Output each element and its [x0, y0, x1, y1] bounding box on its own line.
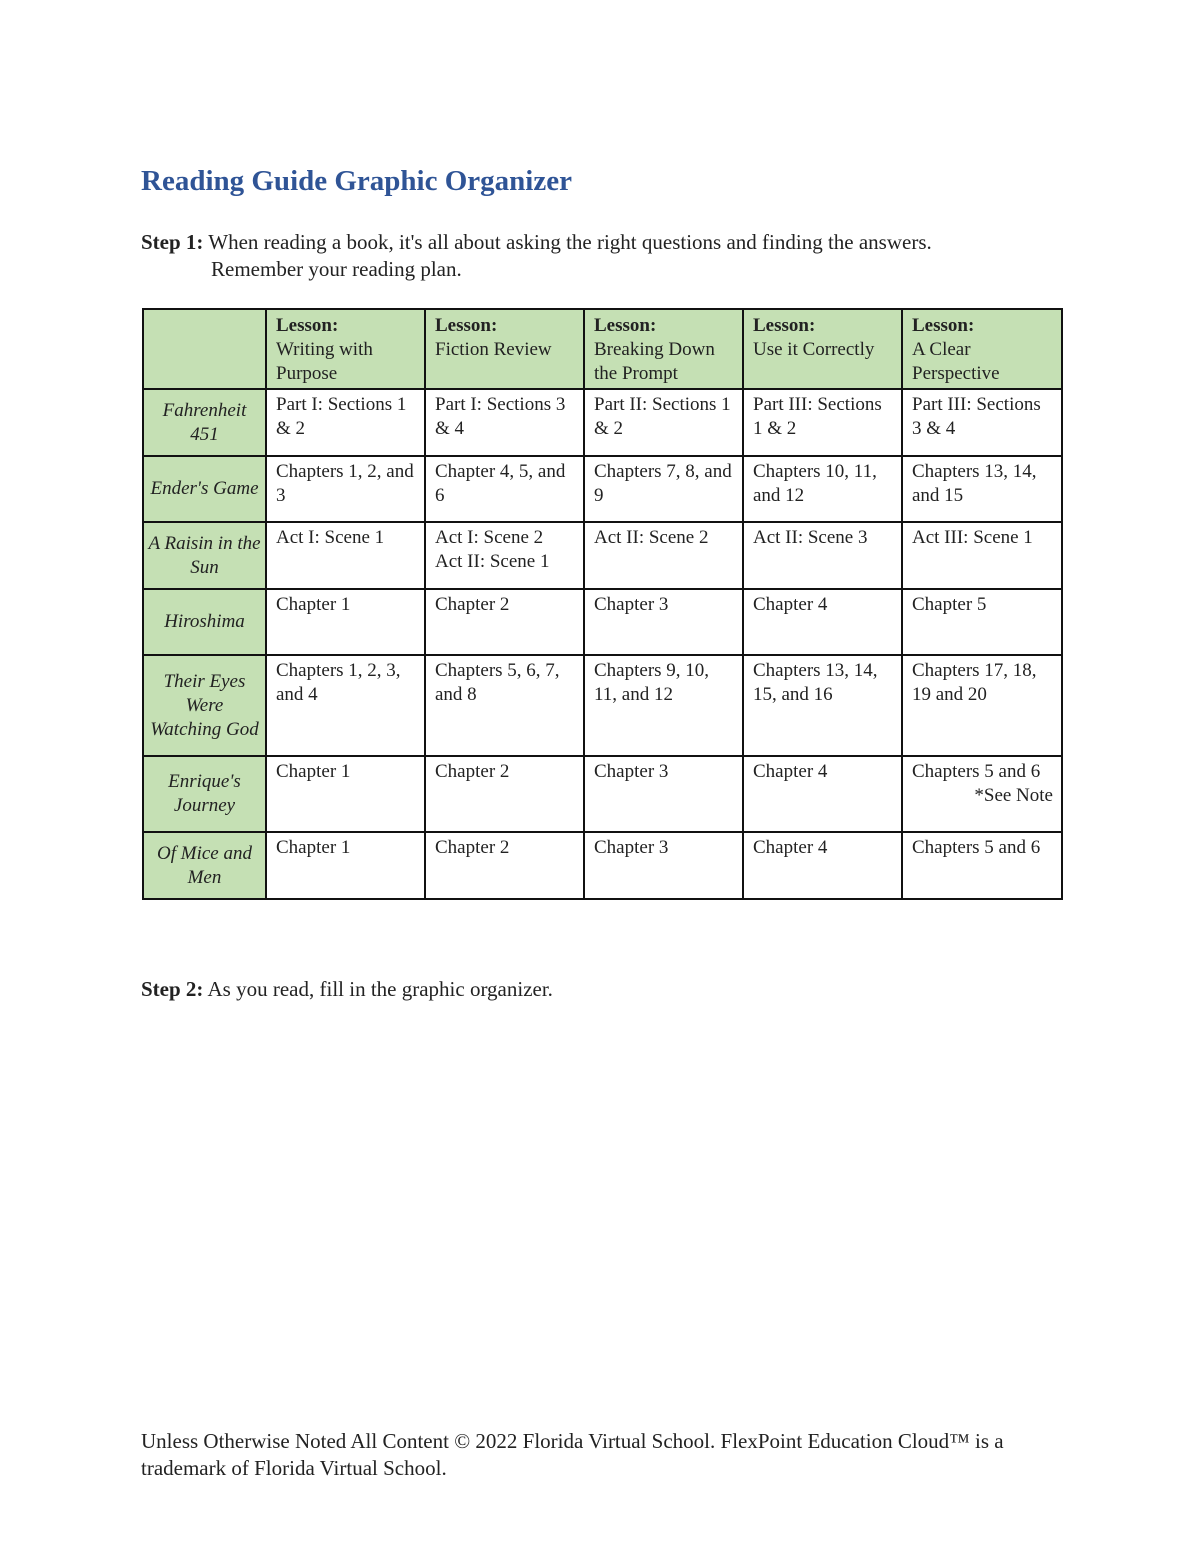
copyright-footer: Unless Otherwise Noted All Content © 2022 Florida Virtual School. FlexPoint Education Cloud™ is a trademark of Florida Virtual School.: [141, 1429, 1004, 1480]
step-2-instructions: [141, 976, 553, 1003]
table-cell: Act II: Scene 3: [743, 522, 902, 589]
reading-guide-table: [142, 308, 1063, 900]
book-title: Ender's Game: [143, 456, 266, 522]
lesson-label: Lesson:: [912, 315, 975, 336]
lesson-header: [902, 309, 1062, 389]
table-cell: Chapters 5, 6, 7, and 8: [425, 655, 584, 756]
lesson-label: Lesson:: [594, 315, 657, 336]
lesson-header: [266, 309, 425, 389]
table-row: [143, 832, 1062, 899]
table-cell: Chapter 3: [584, 756, 743, 832]
table-cell: Chapter 2: [425, 756, 584, 832]
table-cell: Chapter 5: [902, 589, 1062, 655]
table-cell: Act III: Scene 1: [902, 522, 1062, 589]
table-row: [143, 389, 1062, 456]
lesson-name: A Clear Perspective: [912, 339, 1000, 384]
lesson-name: Writing with Purpose: [276, 339, 373, 384]
lesson-header: [584, 309, 743, 389]
table-cell: Chapter 2: [425, 589, 584, 655]
lesson-name: Use it Correctly: [753, 339, 875, 360]
lesson-header: [425, 309, 584, 389]
table-cell: Chapters 10, 11, and 12: [743, 456, 902, 522]
page-title: Reading Guide Graphic Organizer: [141, 165, 572, 197]
book-title: A Raisin in the Sun: [143, 522, 266, 589]
table-header-row: [143, 309, 1062, 389]
lesson-label: Lesson:: [435, 315, 498, 336]
cell-line: Act II: Scene 1: [435, 551, 550, 572]
table-cell: [425, 522, 584, 589]
table-row: [143, 756, 1062, 832]
lesson-name: Fiction Review: [435, 339, 552, 360]
lesson-label: Lesson:: [276, 315, 339, 336]
table-cell: Chapters 9, 10, 11, and 12: [584, 655, 743, 756]
table-cell: Chapters 13, 14, 15, and 16: [743, 655, 902, 756]
table-corner-cell: [143, 309, 266, 389]
lesson-name: Breaking Down the Prompt: [594, 339, 715, 384]
table-cell: Chapter 4: [743, 756, 902, 832]
step-2-text: As you read, fill in the graphic organizer.: [203, 977, 553, 1001]
table-cell: Part III: Sections 3 & 4: [902, 389, 1062, 456]
table-cell: Chapter 2: [425, 832, 584, 899]
step-2-label: Step 2:: [141, 977, 204, 1001]
table-cell: Chapters 1, 2, 3, and 4: [266, 655, 425, 756]
book-title: Enrique's Journey: [143, 756, 266, 832]
table-cell: Chapter 1: [266, 756, 425, 832]
table-cell: Chapters 1, 2, and 3: [266, 456, 425, 522]
step-1-text: When reading a book, it's all about asking the right questions and finding the answers.: [203, 230, 932, 254]
table-cell: Part III: Sections 1 & 2: [743, 389, 902, 456]
table-cell: [902, 756, 1062, 832]
table-cell: Part I: Sections 1 & 2: [266, 389, 425, 456]
table-cell: Chapter 4: [743, 832, 902, 899]
book-title: Of Mice and Men: [143, 832, 266, 899]
table-cell: Chapter 1: [266, 589, 425, 655]
cell-line: Act I: Scene 2: [435, 527, 544, 548]
table-cell: Chapter 3: [584, 589, 743, 655]
book-title: Hiroshima: [143, 589, 266, 655]
table-cell: Chapters 7, 8, and 9: [584, 456, 743, 522]
table-cell: Chapter 3: [584, 832, 743, 899]
cell-line: Chapters 5 and 6: [912, 761, 1041, 782]
table-cell: Chapter 4, 5, and 6: [425, 456, 584, 522]
step-1-label: Step 1:: [141, 230, 204, 254]
table-cell: Act I: Scene 1: [266, 522, 425, 589]
table-row: [143, 456, 1062, 522]
step-1-text-continued: Remember your reading plan.: [211, 257, 462, 281]
table-cell: Chapter 4: [743, 589, 902, 655]
table-row: [143, 655, 1062, 756]
see-note: *See Note: [974, 785, 1053, 806]
lesson-header: [743, 309, 902, 389]
lesson-label: Lesson:: [753, 315, 816, 336]
table-cell: Chapter 1: [266, 832, 425, 899]
table-cell: Act II: Scene 2: [584, 522, 743, 589]
table-row: [143, 522, 1062, 589]
table-row: [143, 589, 1062, 655]
book-title: Fahrenheit 451: [143, 389, 266, 456]
table-cell: Chapters 5 and 6: [902, 832, 1062, 899]
step-1-instructions: [141, 229, 1081, 283]
table-cell: Part II: Sections 1 & 2: [584, 389, 743, 456]
table-cell: Part I: Sections 3 & 4: [425, 389, 584, 456]
book-title: Their Eyes Were Watching God: [143, 655, 266, 756]
table-cell: Chapters 17, 18, 19 and 20: [902, 655, 1062, 756]
table-cell: Chapters 13, 14, and 15: [902, 456, 1062, 522]
